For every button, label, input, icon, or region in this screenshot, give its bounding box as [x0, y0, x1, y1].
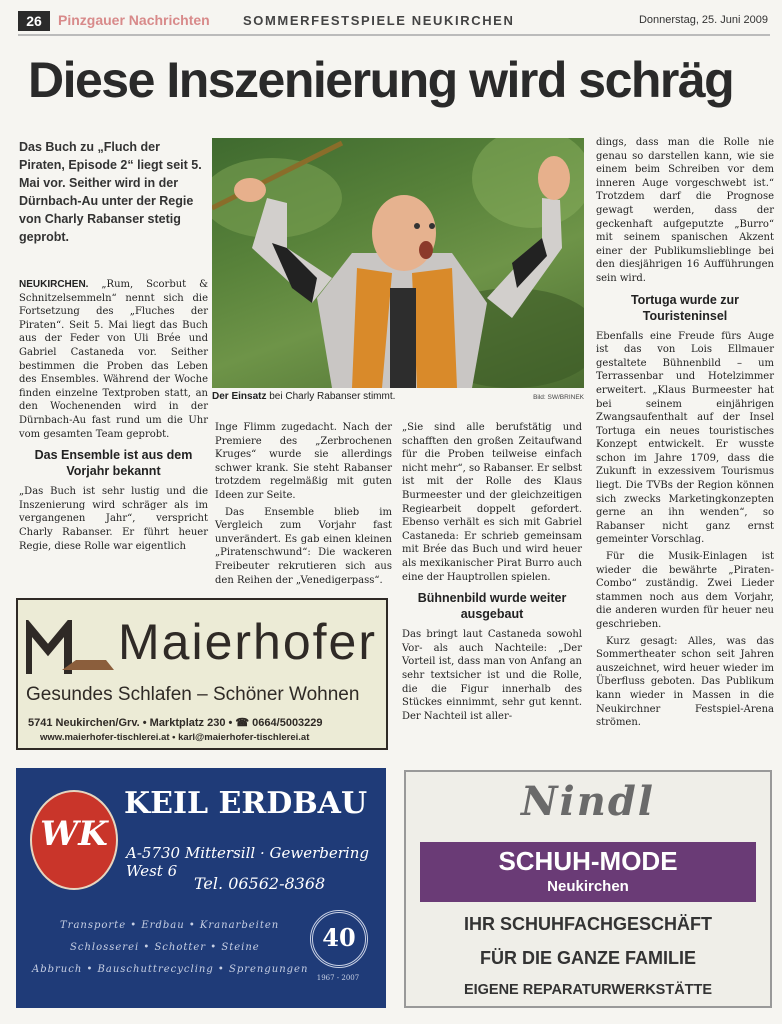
column-3 — [402, 421, 582, 726]
col3-paragraph-1: „Sie sind alle berufstätig und schafften den großen Zeitaufwand für die Proben teilweise einfach nicht mehr“, so Rabanser. Er selbst ist mit der Rolle des Klaus Burmeester und der gleichzeitigen Regiearbeit doppelt gefordert. Ebenso verhält es sich mit Gabriel Castaneda: Er schrieb gemeinsam mit Brée das Buch und wird heuer als mexikanischer Pirat Burro auch eine der Hauptrollen spielen. — [402, 422, 582, 583]
maierhofer-tagline: Gesundes Schlafen – Schöner Wohnen — [26, 684, 360, 705]
nindl-banner-subtitle: Neukirchen — [547, 878, 629, 895]
issue-date: Donnerstag, 25. Juni 2009 — [638, 14, 768, 26]
photo-caption — [212, 391, 512, 402]
article-photo — [212, 138, 584, 388]
headline: Diese Inszenierung wird schräg — [28, 52, 734, 108]
page-number: 26 — [18, 11, 50, 31]
col4-paragraph-4: Kurz gesagt: Alles, was das Sommertheater schon seit Jahren auszeichnet, wird heuer wieder im Überfluss geboten. Das Publikum kann wieder in Massen in die Neukirchner Festspiel-Arena strömen. — [596, 635, 774, 729]
keil-monogram-logo — [30, 790, 118, 890]
keil-monogram: WK — [40, 814, 108, 854]
col4-paragraph-2: Ebenfalls eine Freude fürs Auge ist das von Lois Ellmauer gestaltete Bühnenbild – um Terrassenbar und Hotelzimmer erweitert. „Klaus Burmeester hat bei seinem einjährigen Zwangsaufenthalt auf der Insel Tortuga ein neues touristisches Konzept entwickelt. Er wusste schon im Jahre 1709, dass die Zukunft in exzessivem Tourismus liegt. Die TVBs der Region können sich zwecks Marketingkonzepten gerne an ihn wenden“, so Rabanser nicht ganz ernst gemeinter Vorschlag. — [596, 330, 774, 546]
page-header — [18, 8, 770, 36]
lead-paragraph: Das Buch zu „Fluch der Piraten, Episode 2“ liegt seit 5. Mai vor. Seither wird in der Dürnbach-Au unter der Regie von Charly Rabanser stetig geprobt. — [19, 140, 202, 244]
subheading-tortuga: Tortuga wurde zur Touristeninsel — [630, 292, 740, 323]
nindl-line-3: EIGENE REPARATURWERKSTÄTTE — [463, 982, 713, 998]
dateline: NEUKIRCHEN. — [19, 279, 89, 290]
performer-illustration — [212, 138, 584, 388]
maierhofer-logo-icon — [26, 620, 116, 676]
photo-credit: Bild: SW/BRINEK — [533, 394, 584, 401]
caption-bold: Der Einsatz — [212, 391, 267, 402]
col2-paragraph-2: Das Ensemble blieb im Vergleich zum Vorjahr fast unverändert. Es gab einen kleinen „Piratenschwund“: Die wackeren Freibeuter rekrutieren sich aus den Reihen der „Venedigerpass“. — [215, 506, 392, 586]
nindl-name: Nindl — [520, 778, 655, 825]
keil-services-3: Abbruch • Bauschuttrecycling • Sprengungen — [32, 964, 309, 975]
keil-anniversary-badge — [310, 910, 368, 968]
col4-paragraph-3: Für die Musik-Einlagen ist wieder die bewährte „Piraten-Combo“ zuständig. Zwei Lieder stammen noch aus dem Vorjahr, die anderen wurden für heuer neu geschrieben. — [596, 551, 774, 630]
maierhofer-address: 5741 Neukirchen/Grv. • Marktplatz 230 • ☎ 0664/5003229 — [28, 717, 323, 729]
keil-anniversary: 40 — [322, 923, 356, 952]
column-4 — [596, 136, 774, 733]
keil-years: 1967 - 2007 — [316, 974, 360, 982]
keil-address: A-5730 Mittersill · Gewerbering West 6 — [126, 844, 369, 880]
maierhofer-name: Maierhofer — [118, 614, 377, 670]
ad-nindl — [404, 770, 772, 1008]
col2-paragraph-1: Inge Flimm zugedacht. Nach der Premiere des „Zerbrochenen Kruges“ wurde sie allerdings schwer krank. Sie steht Rabanser trotzdem regelmäßig mit guten Ideen zur Seite. — [215, 422, 392, 501]
keil-title: KEIL ERDBAU — [124, 786, 368, 821]
keil-phone: Tel. 06562-8368 — [194, 874, 326, 893]
col4-paragraph-1: dings, dass man die Rolle nie genau so darstellen kann, wie sie einem beim Schreiben vor dem inneren Auge vorgeschwebt ist.“ Trotzdem darf die Prognose gewagt werden, dass der geckenhaft aufgeputzte „Burro“ mit seinem spanischen Akzent einer der Publikumslieblinge bei den diesjährigen 16 Aufführungen sein wird. — [596, 137, 774, 284]
ad-keil-erdbau — [16, 768, 386, 1008]
col3-paragraph-2: Das bringt laut Castaneda sowohl Vor- als auch Nachteile: „Der Vorteil ist, dass man von Anfang an sehr textsicher ist und die Rolle, die die Figur innerhalb des Stückes einnimmt, sehr gut kennt. Der Nachteil ist aller- — [402, 629, 582, 722]
column-1 — [19, 278, 208, 556]
col1-paragraph-2: „Das Buch ist sehr lustig und die Inszenierung wird schräger als im vergangenen Jahr“, verspricht Charly Rabanser. Er führt heuer Regie, diese Rolle war eigentlich — [19, 486, 208, 552]
nindl-banner — [420, 842, 756, 902]
nindl-banner-title: SCHUH-MODE — [498, 846, 678, 876]
ad-maierhofer — [16, 598, 388, 750]
nindl-line-2: FÜR DIE GANZE FAMILIE — [480, 948, 696, 968]
col1-paragraph-1: „Rum, Scorbut & Schnitzelsemmeln“ nennt sich die Fortsetzung des „Fluches der Piraten“. Seit 5. Mai liegt das Buch aus der Feder von Uli Brée und Gabriel Castaneda vor. Seither bestimmen die Proben das Leben des Ensembles. Während der Woche finden einzelne Textproben statt, an den Wochenenden wird in der Dürnbach-Au fast rund um die Uhr vom gesamten Team geprobt. — [19, 279, 208, 440]
nindl-line-1: IHR SCHUHFACHGESCHÄFT — [463, 914, 712, 934]
subheading-ensemble: Das Ensemble ist aus dem Vorjahr bekannt — [34, 448, 193, 479]
section-title: SOMMERFESTSPIELE NEUKIRCHEN — [243, 13, 515, 28]
keil-services-2: Schlosserei • Schotter • Steine — [70, 942, 260, 953]
caption-text: bei Charly Rabanser stimmt. — [266, 391, 396, 402]
column-2 — [215, 421, 392, 590]
subheading-buehnenbild: Bühnenbild wurde weiter ausgebaut — [417, 591, 567, 622]
keil-services-1: Transporte • Erdbau • Kranarbeiten — [60, 920, 280, 931]
maierhofer-web: www.maierhofer-tischlerei.at • karl@maierhofer-tischlerei.at — [40, 732, 310, 743]
paper-name: Pinzgauer Nachrichten — [58, 12, 210, 28]
